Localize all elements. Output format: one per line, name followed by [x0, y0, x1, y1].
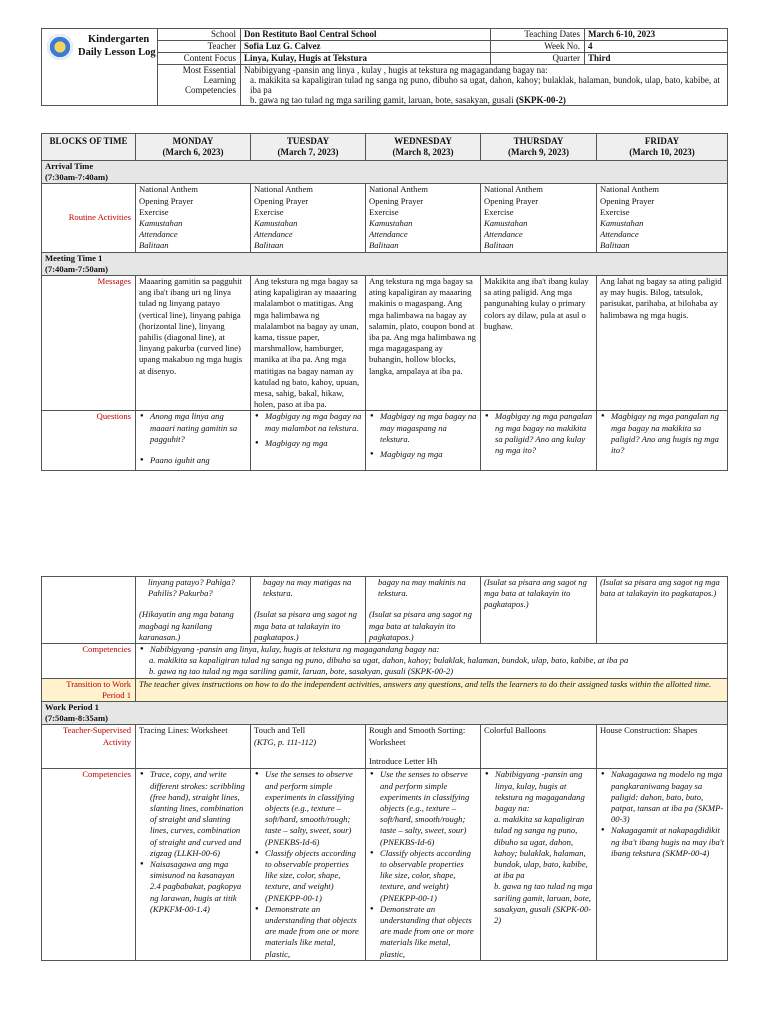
routine-item: Attendance — [484, 229, 523, 240]
day-header-thursday: THURSDAY (March 9, 2023) — [481, 134, 597, 161]
questions-thursday: ● Magbigay ng mga pangalan ng mga bagay na makikita sa paligid? Ano ang kulay ng mga ito? — [481, 411, 597, 471]
routine-item: Kamustahan — [600, 218, 644, 229]
questions-row — [42, 411, 728, 471]
teacher-value: Sofia Luz G. Calvez — [241, 41, 491, 53]
routine-item: National Anthem — [600, 184, 659, 195]
work-comp-monday: ● Trace, copy, and write different strokes: scribbling (free hand), straight lines, slanting lines, combination of straight and slanting lines, curves, combination of straight and curved and zigzag (LLKH-00-6) ● Naisasagawa ang mga simisunod na kasanayan 2.4 pagbabakat, pagkopya ng larawan, hugis at titik (KPKFM-00-1.4) — [136, 769, 251, 960]
routine-row — [42, 184, 728, 252]
day-header-wednesday: WEDNESDAY (March 8, 2023) — [366, 134, 481, 161]
tsa-label: Teacher-Supervised Activity — [42, 725, 136, 769]
messages-label: Messages — [42, 276, 136, 411]
competencies-text: ● Nabibigyang -pansin ang linya, kulay, hugis at tekstura ng magagandang bagay na: a. makikita sa kapaligiran tulad ng sanga ng puno, dibuho sa ugat, dahon, kahoy; bulaklak, halaman, bundok, ulap, bato, kabibe, at iba pa b. gawa ng tao tulad ng mga sariling gamit, laruan, bote, sasakyan, gusali (SKPK-00-2) — [136, 644, 728, 679]
competencies-row — [42, 644, 728, 679]
activity-tuesday: Touch and Tell (KTG, p. 111-112) — [251, 725, 366, 769]
header-table — [41, 28, 728, 106]
routine-item: Kamustahan — [139, 218, 183, 229]
routine-item: Exercise — [254, 206, 284, 217]
activity-thursday: Colorful Balloons — [481, 725, 597, 769]
activity-row — [42, 725, 728, 769]
routine-item: Exercise — [369, 206, 399, 217]
message-friday: Ang lahat ng bagay sa ating paligid ay may hugis. Bilog, tatsulok, parisukat, parihaba, at bilohaba ay halimbawa ng mga hugis. — [597, 276, 728, 411]
routine-cell — [251, 184, 366, 252]
routine-item: Balitaan — [369, 240, 399, 251]
quarter-value: Third — [585, 53, 728, 65]
questions-monday: ● Anong mga linya ang maaari nating gamitin sa pagguhit? ● Paano iguhit ang — [136, 411, 251, 471]
day-header-friday: FRIDAY (March 10, 2023) — [597, 134, 728, 161]
work-comp-wednesday: ● Use the senses to observe and perform simple experiments in classifying objects (e.g., texture – soft/hard, smooth/rough; taste – salty, sweet, sour) (PNEKBS-Id-6) ● Classify objects according to observable properties like size, color, shape, texture, and weight) (PNEKPP-00-1) ● Demonstrate an understanding that objects are made from one or more materials like metal, plastic, — [366, 769, 481, 960]
transition-text: The teacher gives instructions on how to do the independent activities, answers any questions, and tells the learners to do their assigned tasks within the allotted time. — [136, 678, 728, 701]
routine-item: Exercise — [484, 206, 514, 217]
day-header-tuesday: TUESDAY (March 7, 2023) — [251, 134, 366, 161]
message-tuesday: Ang tekstura ng mga bagay sa ating kapaligiran ay maaaring malalambot o matitigas. Ang mga halimbawa ng malalambot na bagay ay unan, kama, tissue paper, marshmallow, hamburger, manika at iba pa. Ang mga matitigas na bagay naman ay katulad ng bato, kahoy, upuan, mesa, sahig, bakal, hikaw, holen, paso at iba pa. — [251, 276, 366, 411]
routine-item: Opening Prayer — [254, 195, 309, 206]
table-head — [42, 134, 728, 161]
teacher-label: Teacher — [158, 41, 241, 53]
activity-wednesday: Rough and Smooth Sorting: Worksheet Introduce Letter Hh — [366, 725, 481, 769]
deped-seal-icon — [47, 34, 73, 60]
week-value: 4 — [585, 41, 728, 53]
work-competencies-row — [42, 769, 728, 960]
routine-item: Attendance — [254, 229, 293, 240]
questions-friday: ● Magbigay ng mga pangalan ng mga bagay na makikita sa paligid? Ano ang hugis ng mga ito? — [597, 411, 728, 471]
routine-item: Kamustahan — [484, 218, 528, 229]
dll-main-table — [41, 133, 728, 471]
competencies-label: Competencies — [42, 644, 136, 679]
routine-cell — [136, 184, 251, 252]
logo-cell — [42, 29, 158, 106]
work-comp-tuesday: ● Use the senses to observe and perform simple experiments in classifying objects (e.g., texture – soft/hard, smooth/rough; taste – salty, sweet, sour) (PNEKBS-Id-6) ● Classify objects according to observable properties like size, color, shape, texture, and weight) (PNEKPP-00-1) ● Demonstrate an understanding that objects are made from one or more materials like metal, plastic, — [251, 769, 366, 960]
teaching-dates-label: Teaching Dates — [491, 29, 585, 41]
message-monday: Maaaring gamitin sa pagguhit ang iba't ibang uri ng linya tulad ng linyang patayo (vertical line), linyang pahiga (horizontal line), linyang pahilis (diagonal line), at linyang pakurba (curved line) upang makabuo ng mga hugis at disenyo. — [136, 276, 251, 411]
routine-label: Routine Activities — [42, 184, 136, 252]
routine-cell — [597, 184, 728, 252]
questions-label: Questions — [42, 411, 136, 471]
school-label: School — [158, 29, 241, 41]
work-comp-friday: ● Nakagagawa ng modelo ng mga pangkaraniwang bagay sa paligid: dahon, bato, buto, patpat, tansan at iba pa (SKMP-00-3) ● Nakagagamit at nakapagdidikit ng iba't ibang hugis na may iba't ibang tekstura (SKMP-00-4) — [597, 769, 728, 960]
content-focus-value: Linya, Kulay, Hugis at Tekstura — [241, 53, 491, 65]
content-focus-label: Content Focus — [158, 53, 241, 65]
routine-item: Attendance — [369, 229, 408, 240]
questions-cont-monday: linyang patayo? Pahiga? Pahilis? Pakurba? (Hikayatin ang mga batang magbagi ng kanilang karanasan.) — [136, 577, 251, 644]
week-label: Week No. — [491, 41, 585, 53]
work-period-section: Work Period 1 (7:50am-8:35am) — [42, 702, 728, 725]
work-comp-thursday: ● Nabibigyang -pansin ang linya, kulay, hugis at tekstura ng magagandang bagay na: a. makikita sa kapaligiran tulad ng sanga ng puno, dibuho sa ugat, dahon, kahoy; bulaklak, halaman, bundok, ulap, bato, kabibe, at iba pa b. gawa ng tao tulad ng mga sariling gamit, laruan, bote, sasakyan, gusali (SKPK-00-2) — [481, 769, 597, 960]
questions-cont-tuesday: bagay na may matigas na tekstura. (Isulat sa pisara ang sagot ng mga bata at talakayin ito pagkatapos.) — [251, 577, 366, 644]
teaching-dates-value: March 6-10, 2023 — [585, 29, 728, 41]
routine-item: Opening Prayer — [484, 195, 539, 206]
message-thursday: Makikita ang iba't ibang kulay sa ating paligid. Ang mga pangunahing kulay o primary colors ay dilaw, pula at asul o bughaw. — [481, 276, 597, 411]
questions-cont-friday: (Isulat sa pisara ang sagot ng mga bata at talakayin ito pagkatapos.) — [597, 577, 728, 644]
routine-item: Opening Prayer — [139, 195, 194, 206]
routine-item: Attendance — [600, 229, 639, 240]
blocks-header: BLOCKS OF TIME — [42, 134, 136, 161]
quarter-label: Quarter — [491, 53, 585, 65]
questions-cont-row — [42, 577, 728, 644]
work-competencies-label: Competencies — [42, 769, 136, 960]
routine-item: Balitaan — [600, 240, 630, 251]
routine-item: Balitaan — [484, 240, 514, 251]
school-value: Don Restituto Baol Central School — [241, 29, 491, 41]
routine-item: Balitaan — [139, 240, 169, 251]
routine-item: Balitaan — [254, 240, 284, 251]
routine-item: Opening Prayer — [600, 195, 655, 206]
meeting-section: Meeting Time 1 (7:40am-7:50am) — [42, 252, 728, 275]
routine-item: National Anthem — [484, 184, 543, 195]
routine-item: National Anthem — [139, 184, 198, 195]
dll-title: Kindergarten Daily Lesson Log — [78, 34, 156, 58]
routine-item: National Anthem — [254, 184, 313, 195]
message-wednesday: Ang tekstura ng mga bagay sa ating kapaligiran ay maaaring makinis o magaspang. Ang mga halimbawa na bagay ay salamin, plato, coupon bond at iba pa. Ang mga halimbawa ng mga magagaspang ay buhangin, hollow blocks, langka, ampalaya at iba pa. — [366, 276, 481, 411]
routine-item: Kamustahan — [254, 218, 298, 229]
routine-cell — [366, 184, 481, 252]
questions-wednesday: ● Magbigay ng mga bagay na may magaspang na tekstura. ● Magbigay ng mga — [366, 411, 481, 471]
routine-item: National Anthem — [369, 184, 428, 195]
activity-monday: Tracing Lines: Worksheet — [136, 725, 251, 769]
questions-cont-wednesday: bagay na may makinis na tekstura. (Isulat sa pisara ang sagot ng mga bata at talakayin ito pagkatapos.) — [366, 577, 481, 644]
arrival-section: Arrival Time (7:30am-7:40am) — [42, 161, 728, 184]
routine-item: Kamustahan — [369, 218, 413, 229]
dll-continued-table — [41, 576, 728, 961]
routine-item: Attendance — [139, 229, 178, 240]
transition-row — [42, 678, 728, 701]
routine-cell — [481, 184, 597, 252]
questions-tuesday: ● Magbigay ng mga bagay na may malambot na tekstura. ● Magbigay ng mga — [251, 411, 366, 471]
mel-text: Nabibigyang -pansin ang linya , kulay , hugis at tekstura ng magagandang bagay na: a. makikita sa kapaligiran tulad ng sanga ng puno, dibuho sa ugat, dahon, kahoy; bulaklak, halaman, bundok, ulap, bato, kabibe, at iba pa b. gawa ng tao tulad ng mga sariling gamit, laruan, bote, sasakyan, gusali (SKPK-00-2) — [241, 65, 728, 106]
messages-row — [42, 276, 728, 411]
activity-friday: House Construction: Shapes — [597, 725, 728, 769]
routine-item: Exercise — [139, 206, 169, 217]
day-header-monday: MONDAY (March 6, 2023) — [136, 134, 251, 161]
questions-cont-thursday: (Isulat sa pisara ang sagot ng mga bata at talakayin ito pagkatapos.) — [481, 577, 597, 644]
routine-item: Opening Prayer — [369, 195, 424, 206]
routine-item: Exercise — [600, 206, 630, 217]
mel-label: Most Essential Learning Competencies — [158, 65, 241, 106]
transition-label: Transition to Work Period 1 — [42, 678, 136, 701]
